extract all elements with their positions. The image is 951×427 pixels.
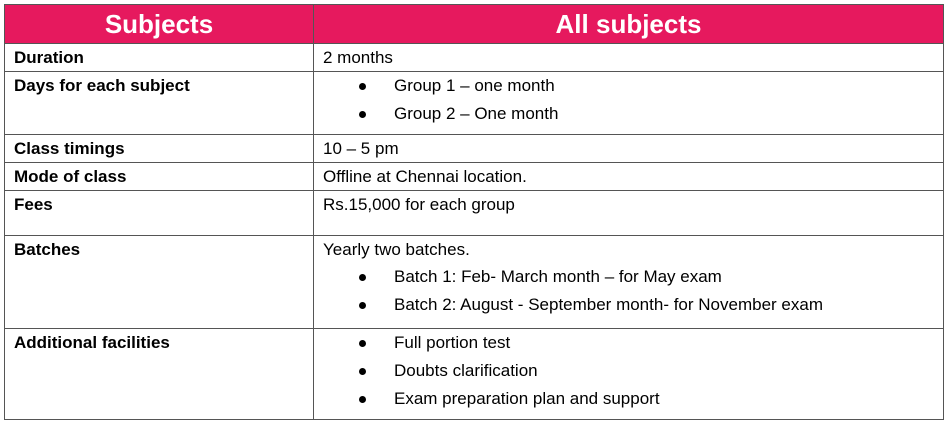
table-header-row	[5, 5, 944, 44]
course-details-table	[4, 4, 944, 420]
days-list	[323, 72, 934, 128]
row-value-additional	[314, 329, 944, 420]
row-value-mode: Offline at Chennai location.	[314, 163, 944, 191]
batches-intro: Yearly two batches.	[323, 240, 470, 259]
row-value-batches	[314, 236, 944, 329]
row-label-batches: Batches	[5, 236, 314, 329]
list-item: Doubts clarification	[323, 357, 934, 385]
list-item: Batch 1: Feb- March month – for May exam	[323, 263, 934, 291]
header-all-subjects: All subjects	[314, 5, 944, 44]
batches-list	[323, 263, 934, 319]
header-subjects: Subjects	[5, 5, 314, 44]
row-value-timings: 10 – 5 pm	[314, 135, 944, 163]
row-label-mode: Mode of class	[5, 163, 314, 191]
list-item: Full portion test	[323, 329, 934, 357]
list-item: Group 2 – One month	[323, 100, 934, 128]
list-item: Group 1 – one month	[323, 72, 934, 100]
row-label-duration: Duration	[5, 44, 314, 72]
row-value-duration: 2 months	[314, 44, 944, 72]
table-row	[5, 191, 944, 236]
facilities-list	[323, 329, 934, 413]
table-row	[5, 163, 944, 191]
row-value-days	[314, 72, 944, 135]
row-label-fees: Fees	[5, 191, 314, 236]
table-row	[5, 329, 944, 420]
row-label-days: Days for each subject	[5, 72, 314, 135]
list-item: Batch 2: August - September month- for November exam	[323, 291, 934, 319]
table-row	[5, 44, 944, 72]
row-value-fees: Rs.15,000 for each group	[314, 191, 944, 236]
row-label-additional: Additional facilities	[5, 329, 314, 420]
table-row	[5, 72, 944, 135]
table-row	[5, 236, 944, 329]
list-item: Exam preparation plan and support	[323, 385, 934, 413]
row-label-timings: Class timings	[5, 135, 314, 163]
table-row	[5, 135, 944, 163]
